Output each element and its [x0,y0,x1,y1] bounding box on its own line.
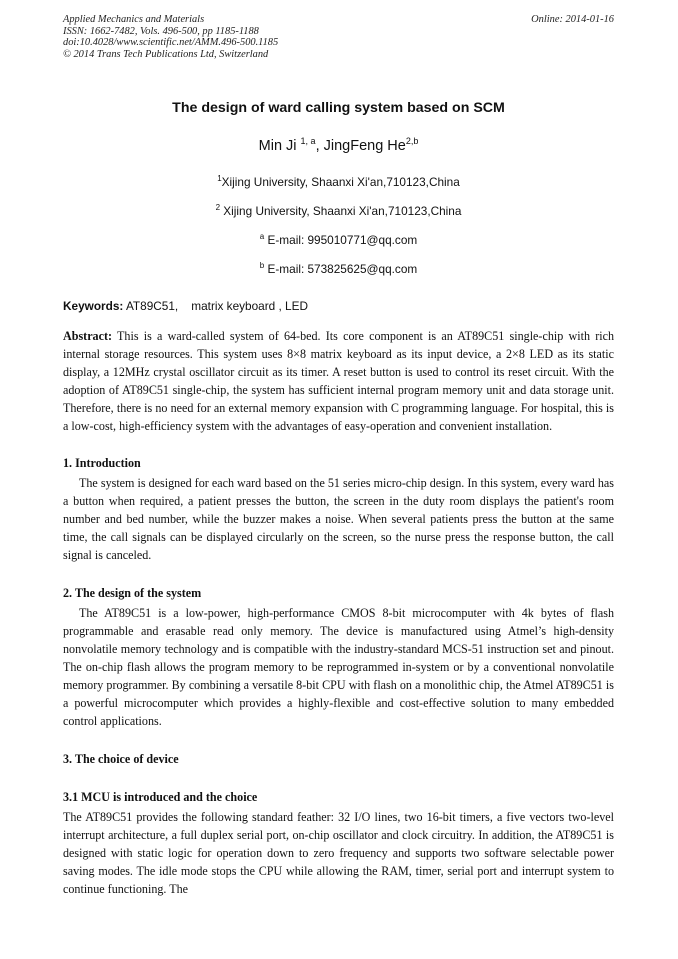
email-text: E-mail: 995010771@qq.com [264,232,418,247]
email-a [63,224,614,253]
abstract [63,327,614,435]
author-line [63,136,614,154]
keywords-text: AT89C51, matrix keyboard , LED [123,298,308,313]
journal-header [63,14,614,60]
email-b [63,253,614,282]
copyright-line: © 2014 Trans Tech Publications Ltd, Switzerland [63,48,269,60]
affiliation-mark: 2 [215,203,221,213]
issn-line: ISSN: 1662-7482, Vols. 496-500, pp 1185-1188 [63,25,259,37]
affiliation-1 [63,166,614,195]
email-text: E-mail: 573825625@qq.com [264,261,418,276]
affiliation-2 [63,195,614,224]
author-name-1: Min Ji [258,138,297,155]
affiliation-mark: 1 [217,174,222,184]
author-affil-mark-1: 1, a [300,136,316,147]
author-affil-mark-2: 2,b [405,136,419,147]
keywords-label: Keywords: [63,298,124,313]
abstract-label: Abstract: [63,328,113,343]
section-heading-system-design: 2. The design of the system [63,585,202,600]
email-mark: b [259,260,265,270]
introduction-paragraph: The system is designed for each ward based on the 51 series micro-chip design. In this system, every ward has a button when required, a patient presses the button, the screen in the duty room displays the patient's room number and bed number, while the buzzer makes a noise. When several patients press the button at the same time, the call signals can be displayed circularly on the screen, so the nurse press the response button, the call signal is canceled. [63,475,614,562]
mcu-paragraph: The AT89C51 provides the following standard feather: 32 I/O lines, two 16-bit timers, a five vectors two-level interrupt architecture, a full duplex serial port, on-chip oscillator and clock circuitry. In addition, the AT89C51 is designed with static logic for operation down to zero frequency and supports two software selectable power saving modes. The idle mode stops the CPU while allowing the RAM, timer, serial port and interrupt system to continue functioning. The [63,809,614,896]
doi-line: doi:10.4028/www.scientific.net/AMM.496-500.1185 [63,37,279,49]
system-design-paragraph: The AT89C51 is a low-power, high-performance CMOS 8-bit microcomputer with 4k bytes of flash programmable and erasable read only memory. The device is manufactured using Atmel’s high-density nonvolatile memory technology and is compatible with the industry-standard MCS-51 instruction set and pinout. The on-chip flash allows the program memory to be reprogrammed in-system or by a conventional nonvolatile memory programmer. By combining a versatile 8-bit CPU with flash on a monolithic chip, the Atmel AT89C51 is a powerful microcomputer which provides a highly-flexible and cost-effective solution to many embedded control applications. [63,605,614,728]
paper-title: The design of ward calling system based on SCM [172,100,505,117]
author-name-2: JingFeng He [323,138,406,155]
affiliation-text: Xijing University, Shaanxi Xi'an,710123,China [220,204,462,219]
online-date: Online: 2014-01-16 [531,14,614,25]
subsection-heading-mcu: 3.1 MCU is introduced and the choice [63,789,258,804]
affiliation-text: Xijing University, Shaanxi Xi'an,710123,China [221,175,460,190]
email-mark: a [259,232,265,242]
keywords [63,299,614,313]
section-heading-introduction: 1. Introduction [63,455,141,470]
author-separator: , [315,138,324,155]
affiliations [63,166,614,282]
journal-name: Applied Mechanics and Materials [63,14,205,25]
section-heading-device-choice: 3. The choice of device [63,751,179,766]
abstract-text: This is a ward-called system of 64-bed. Its core component is an AT89C51 single-chip with rich internal storage resources. This system uses 8×8 matrix keyboard as its input device, a 2×8 LED as its static display, a 12MHz crystal oscillator circuit as its timer. A reset button is used to control its reset circuit. With the adoption of AT89C51 single-chip, the system has sufficient internal program memory unit and data storage unit. Therefore, there is no need for an external memory expansion with C programming language. For hospital, this is a low-cost, high-efficiency system with the advantages of easy-operation and convenient installation. [63,328,614,433]
